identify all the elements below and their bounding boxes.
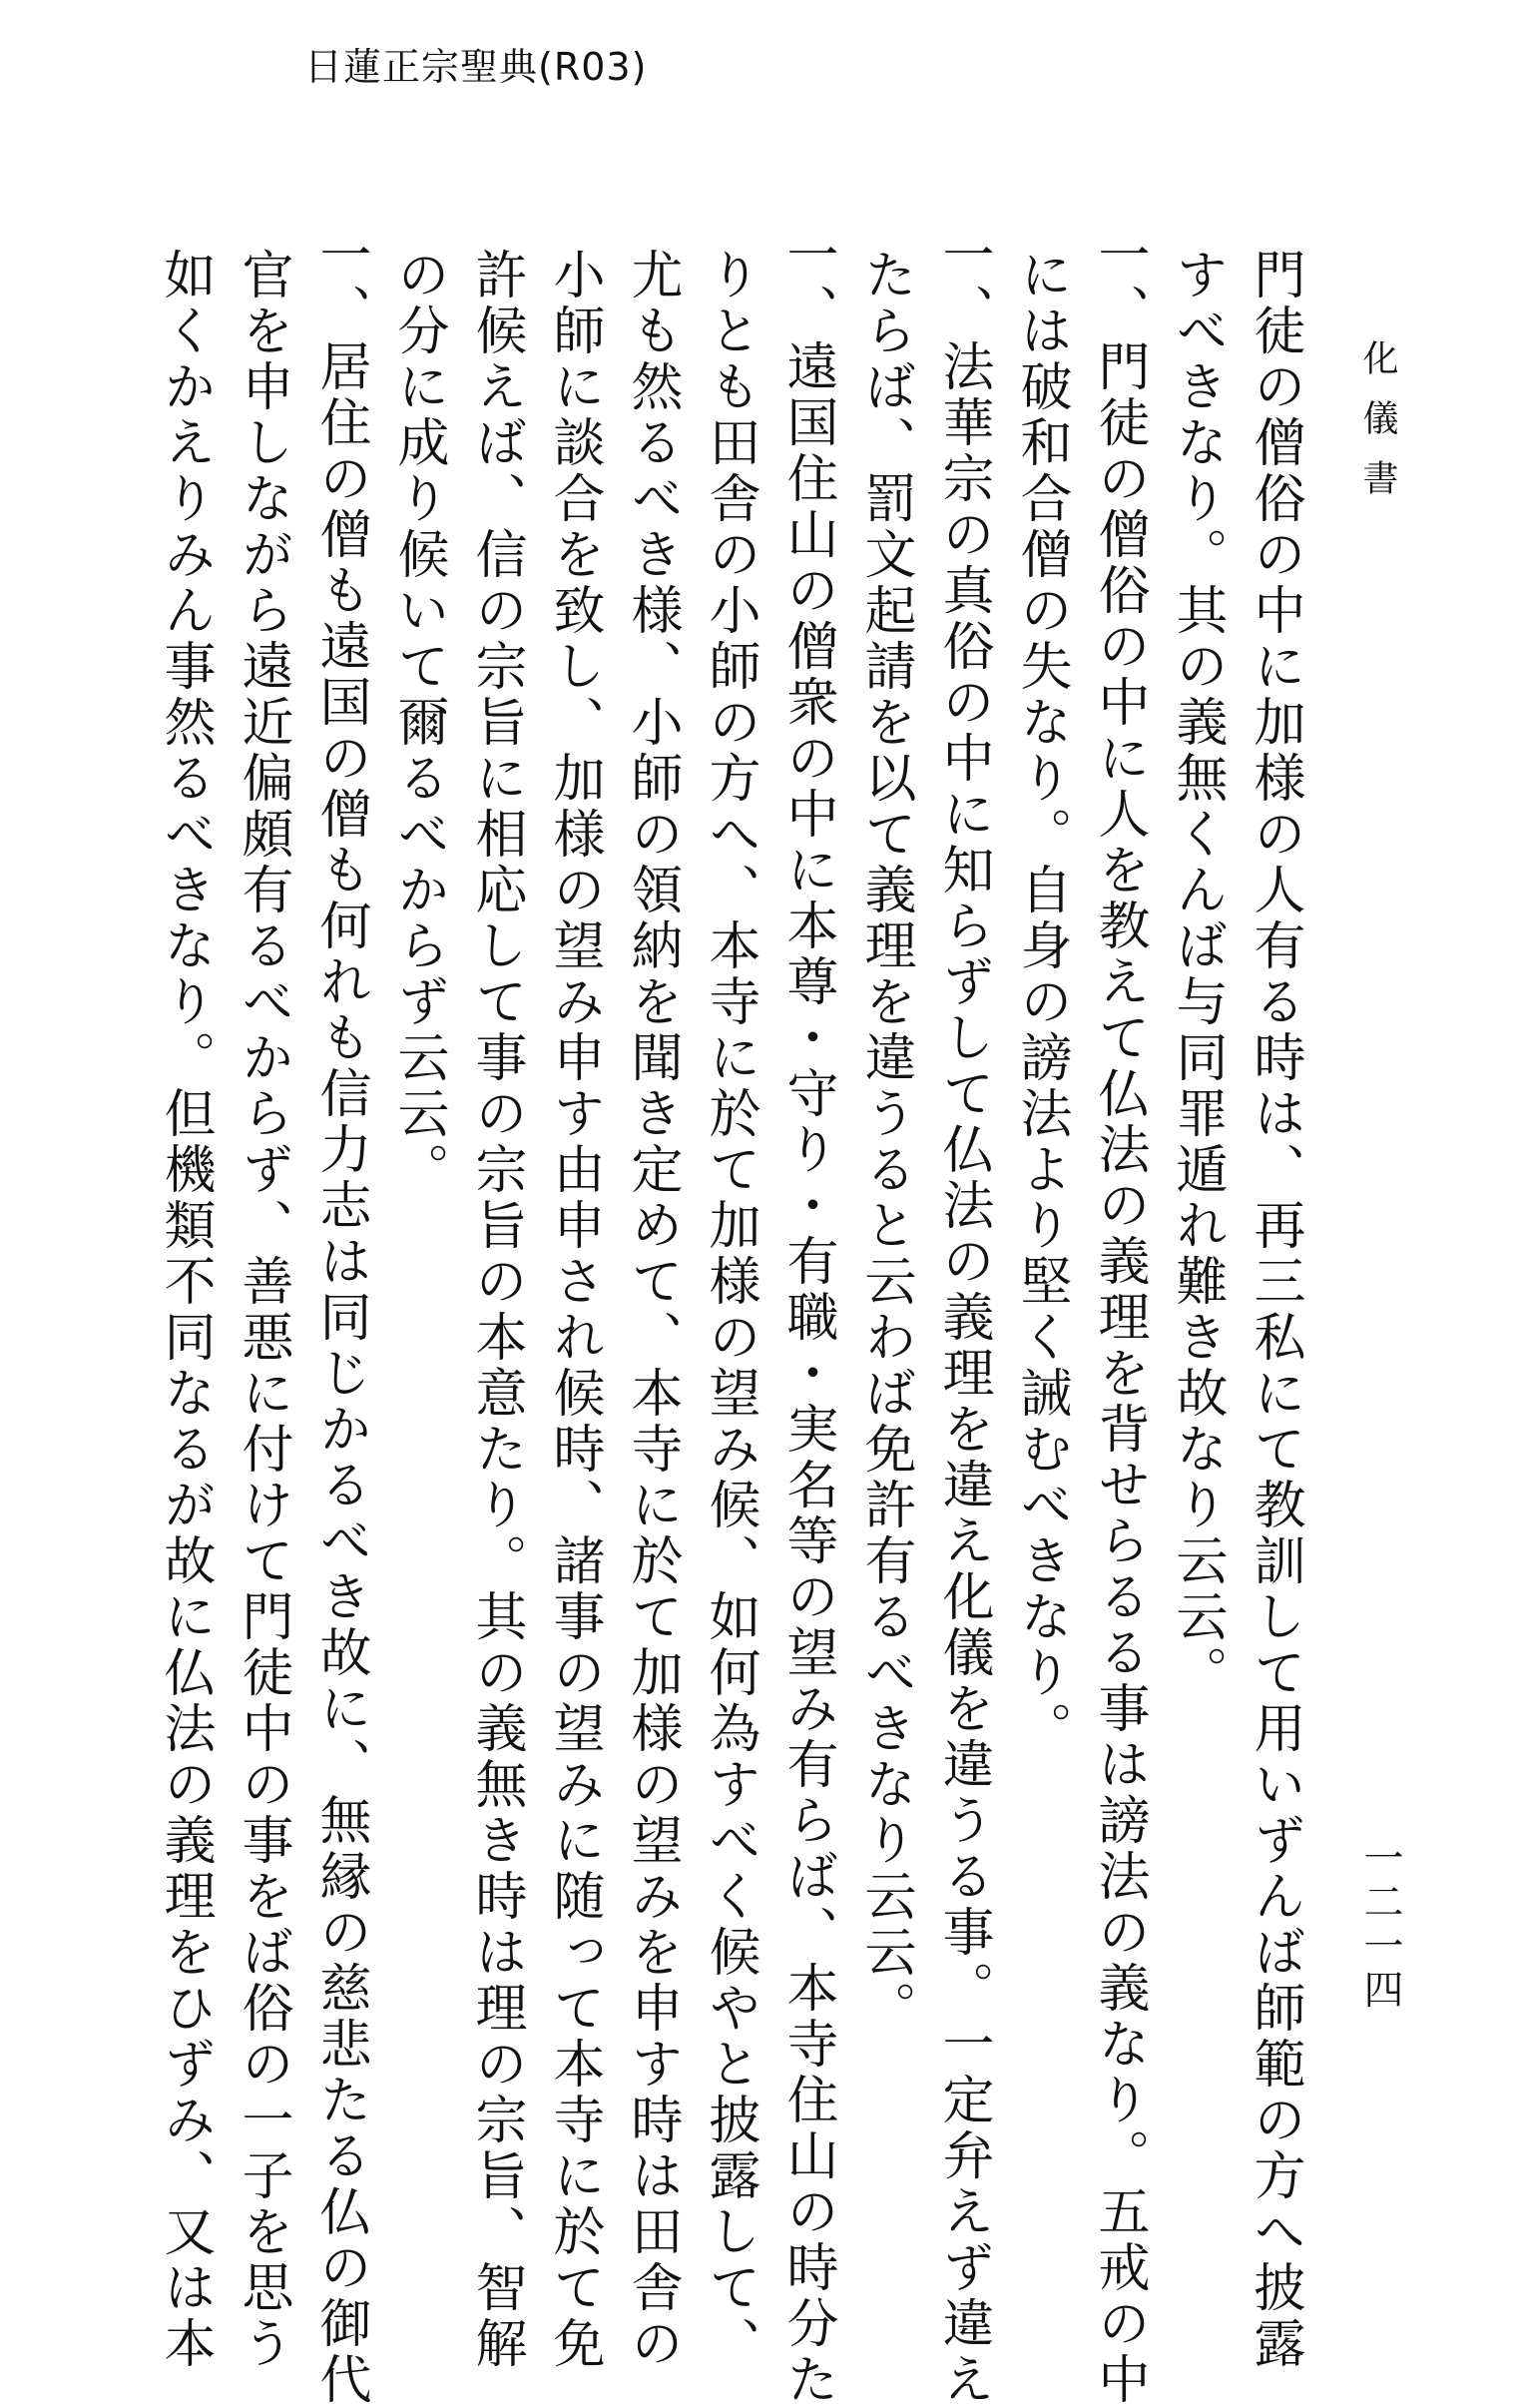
text-line: 一、法華宗の真俗の中に知らずして仏法の義理を違え化儀を違うる事。一定弁えず違え [933, 228, 993, 2408]
text-line: 官を申しながら遠近偏頗有るべからず、善悪に付けて門徒中の事をば俗の一子を思う [233, 248, 292, 2372]
text-line: 許候えば、信の宗旨に相応して事の宗旨の本意たり。其の義無き時は理の宗旨、智解 [466, 248, 526, 2372]
text-line: すべきなり。其の義無くんば与同罪遁れ難き故なり云云。 [1167, 248, 1227, 1701]
running-title: 化儀書 [1357, 339, 1398, 519]
page-header-title: 日蓮正宗聖典(R03) [304, 45, 648, 89]
text-line: りとも田舎の小師の方へ、本寺に於て加様の望み候、如何為すべく候やと披露して、 [700, 248, 759, 2372]
text-line: 小師に談合を致し、加様の望み申す由申され候時、諸事の望みに随って本寺に於て免 [544, 248, 604, 2372]
text-line: たらば、罰文起請を以て義理を違うると云わば免許有るべきなり云云。 [855, 248, 915, 2037]
text-line: 一、遠国住山の僧衆の中に本尊・守り・有職・実名等の望み有らば、本寺住山の時分た [777, 228, 837, 2408]
text-line: の分に成り候いて爾るべからず云云。 [388, 248, 448, 1198]
text-line: には破和合僧の失なり。自身の謗法より堅く誡むべきなり。 [1011, 248, 1071, 1757]
text-line: 如くかえりみん事然るべきなり。但機類不同なるが故に仏法の義理をひずみ、又は本 [155, 248, 215, 2372]
text-line: 尤も然るべき様、小師の領納を聞き定めて、本寺に於て加様の望みを申す時は田舎の [622, 248, 682, 2372]
body-text [146, 228, 1313, 2408]
text-line: 門徒の僧俗の中に加様の人有る時は、再三私にて教訓して用いずんば師範の方へ披露 [1245, 248, 1304, 2372]
text-line: 一、居住の僧も遠国の僧も何れも信力志は同じかるべき故に、無縁の慈悲たる仏の御代 [310, 228, 370, 2408]
text-line: 一、門徒の僧俗の中に人を教えて仏法の義理を背せらるる事は謗法の義なり。五戒の中 [1089, 228, 1149, 2408]
page-number: 一二一四 [1357, 1837, 1403, 2013]
